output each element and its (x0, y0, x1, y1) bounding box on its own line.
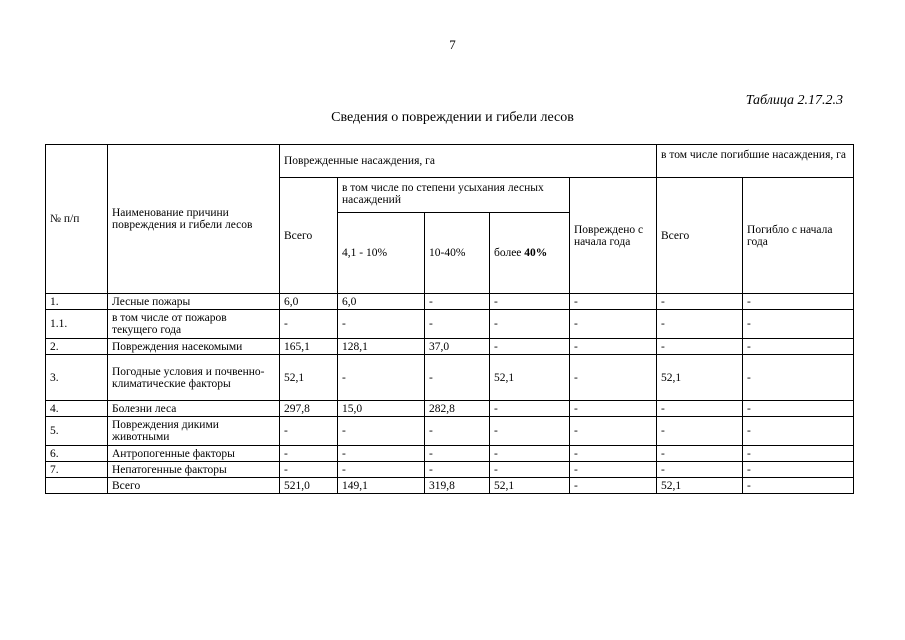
cell-degree-3: 52,1 (490, 478, 570, 494)
cell-degree-2: 37,0 (425, 339, 490, 355)
cell-degree-2: - (425, 417, 490, 446)
cell-degree-1: 128,1 (338, 339, 425, 355)
cell-damaged-since: - (570, 355, 657, 401)
cell-dead-total: 52,1 (657, 478, 743, 494)
table-row (46, 294, 854, 310)
cell-degree-3: - (490, 310, 570, 339)
cell-total: - (280, 446, 338, 462)
table-row (46, 446, 854, 462)
cell-dead-total: - (657, 401, 743, 417)
cell-degree-1: 149,1 (338, 478, 425, 494)
header-damaged-group: Поврежденные насаждения, га (280, 145, 657, 178)
row-name: Болезни леса (108, 401, 280, 417)
cell-degree-3: 52,1 (490, 355, 570, 401)
cell-damaged-since: - (570, 417, 657, 446)
header-dead-total: Всего (657, 178, 743, 294)
header-degree-1: 4,1 - 10% (338, 213, 425, 294)
cell-degree-2: - (425, 310, 490, 339)
header-dead-group: в том числе погибшие насаждения, га (657, 145, 854, 178)
cell-degree-3: - (490, 339, 570, 355)
table-row (46, 339, 854, 355)
cell-degree-1: - (338, 462, 425, 478)
row-num: 5. (46, 417, 108, 446)
cell-dead-total: - (657, 310, 743, 339)
cell-total: - (280, 417, 338, 446)
cell-degree-2: - (425, 294, 490, 310)
header-row (46, 145, 854, 178)
cell-degree-3: - (490, 417, 570, 446)
cell-dead-since: - (743, 478, 854, 494)
table-row (46, 355, 854, 401)
cell-degree-3: - (490, 462, 570, 478)
cell-degree-1: 15,0 (338, 401, 425, 417)
cell-degree-2: - (425, 462, 490, 478)
cell-damaged-since: - (570, 294, 657, 310)
document-title: Сведения о повреждении и гибели лесов (331, 110, 574, 125)
row-name: Всего (108, 478, 280, 494)
cell-degree-1: 6,0 (338, 294, 425, 310)
header-damaged-since: Повреждено с начала года (570, 178, 657, 294)
row-num: 4. (46, 401, 108, 417)
header-dead-since: Погибло с начала года (743, 178, 854, 294)
header-degree-3 (490, 213, 570, 294)
cell-dead-since: - (743, 355, 854, 401)
row-name: Повреждения дикими животными (108, 417, 280, 446)
cell-damaged-since: - (570, 339, 657, 355)
cell-damaged-since: - (570, 478, 657, 494)
table-row-total (46, 478, 854, 494)
cell-total: 52,1 (280, 355, 338, 401)
cell-dead-total: 52,1 (657, 355, 743, 401)
cell-total: 165,1 (280, 339, 338, 355)
cell-total: 6,0 (280, 294, 338, 310)
cell-dead-total: - (657, 294, 743, 310)
cell-dead-total: - (657, 462, 743, 478)
row-num (46, 478, 108, 494)
cell-total: 297,8 (280, 401, 338, 417)
cell-total: - (280, 310, 338, 339)
cell-damaged-since: - (570, 446, 657, 462)
row-num: 1.1. (46, 310, 108, 339)
cell-degree-2: 282,8 (425, 401, 490, 417)
cell-degree-1: - (338, 446, 425, 462)
cell-dead-since: - (743, 339, 854, 355)
page-number: 7 (449, 37, 456, 52)
table-row (46, 462, 854, 478)
cell-damaged-since: - (570, 462, 657, 478)
table-id: Таблица 2.17.2.3 (745, 93, 843, 108)
row-num: 1. (46, 294, 108, 310)
cell-dead-since: - (743, 310, 854, 339)
row-num: 7. (46, 462, 108, 478)
cell-degree-1: - (338, 355, 425, 401)
row-name: Непатогенные факторы (108, 462, 280, 478)
cell-dead-since: - (743, 446, 854, 462)
damage-table (45, 144, 854, 494)
header-degree-group: в том числе по степени усыхания лесных насаждений (338, 178, 570, 213)
cell-degree-1: - (338, 417, 425, 446)
header-degree-2: 10-40% (425, 213, 490, 294)
row-num: 6. (46, 446, 108, 462)
row-name: Повреждения насекомыми (108, 339, 280, 355)
table-row (46, 401, 854, 417)
cell-degree-2: - (425, 355, 490, 401)
cell-degree-1: - (338, 310, 425, 339)
cell-degree-3: - (490, 446, 570, 462)
header-degree-3-value: 40% (524, 247, 548, 259)
cell-total: 521,0 (280, 478, 338, 494)
table-row (46, 310, 854, 339)
cell-damaged-since: - (570, 310, 657, 339)
row-name: Лесные пожары (108, 294, 280, 310)
cell-dead-since: - (743, 462, 854, 478)
cell-total: - (280, 462, 338, 478)
cell-dead-since: - (743, 401, 854, 417)
table-row (46, 417, 854, 446)
row-name: в том числе от пожаров текущего года (108, 310, 280, 339)
cell-dead-total: - (657, 417, 743, 446)
cell-degree-3: - (490, 294, 570, 310)
row-name: Антропогенные факторы (108, 446, 280, 462)
header-degree-3-prefix: более (494, 247, 525, 259)
cell-degree-2: 319,8 (425, 478, 490, 494)
cell-damaged-since: - (570, 401, 657, 417)
cell-dead-total: - (657, 446, 743, 462)
row-num: 2. (46, 339, 108, 355)
cell-dead-since: - (743, 294, 854, 310)
header-num: № п/п (46, 145, 108, 294)
header-cause: Наименование причини повреждения и гибели лесов (108, 145, 280, 294)
header-total: Всего (280, 178, 338, 294)
row-num: 3. (46, 355, 108, 401)
row-name: Погодные условия и почвенно-климатические факторы (108, 355, 280, 401)
cell-dead-total: - (657, 339, 743, 355)
cell-degree-2: - (425, 446, 490, 462)
cell-dead-since: - (743, 417, 854, 446)
cell-degree-3: - (490, 401, 570, 417)
